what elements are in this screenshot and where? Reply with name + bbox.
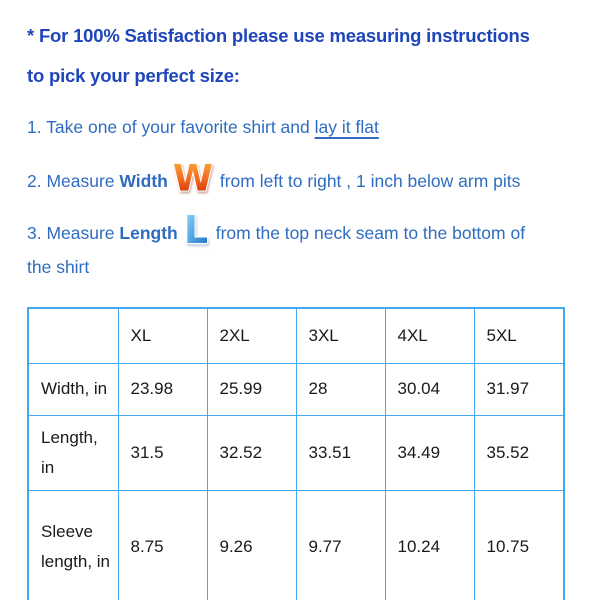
lay-it-flat-underlined-text: lay it flat bbox=[314, 117, 379, 137]
row-label-length: Length, in bbox=[28, 415, 118, 490]
step-3-text: 3. Measure bbox=[27, 223, 120, 243]
size-column-header-5xl: 5XL bbox=[474, 308, 564, 363]
size-column-header-3xl: 3XL bbox=[296, 308, 385, 363]
size-column-header-4xl: 4XL bbox=[385, 308, 474, 363]
table-row-sleeve-length bbox=[28, 490, 564, 600]
instruction-step-2 bbox=[27, 153, 582, 199]
step-3-text-after-icon: from the top neck seam to the bottom of bbox=[215, 223, 526, 243]
length-value-xl: 31.5 bbox=[118, 415, 207, 490]
step-2-text: 2. Measure bbox=[27, 171, 120, 191]
sleeve-value-4xl: 10.24 bbox=[385, 490, 474, 600]
l-letter-icon bbox=[183, 205, 209, 251]
heading-line-1: * For 100% Satisfaction please use measuring instructions bbox=[27, 25, 530, 46]
size-table-header-row bbox=[28, 308, 564, 363]
length-value-3xl: 33.51 bbox=[296, 415, 385, 490]
sleeve-value-xl: 8.75 bbox=[118, 490, 207, 600]
table-row-width bbox=[28, 363, 564, 415]
width-value-5xl: 31.97 bbox=[474, 363, 564, 415]
sleeve-value-2xl: 9.26 bbox=[207, 490, 296, 600]
row-label-width: Width, in bbox=[28, 363, 118, 415]
length-value-4xl: 34.49 bbox=[385, 415, 474, 490]
size-column-header-xl: XL bbox=[118, 308, 207, 363]
width-value-2xl: 25.99 bbox=[207, 363, 296, 415]
step-3-wrapped-line: the shirt bbox=[27, 257, 90, 277]
w-letter-icon bbox=[173, 153, 213, 199]
instruction-step-3 bbox=[27, 205, 582, 283]
svg-text:L: L bbox=[183, 208, 208, 251]
width-value-3xl: 28 bbox=[296, 363, 385, 415]
sleeve-value-3xl: 9.77 bbox=[296, 490, 385, 600]
step-1-text: 1. Take one of your favorite shirt and bbox=[27, 117, 315, 137]
width-value-xl: 23.98 bbox=[118, 363, 207, 415]
table-row-length bbox=[28, 415, 564, 490]
length-value-5xl: 35.52 bbox=[474, 415, 564, 490]
heading-line-2: to pick your perfect size: bbox=[27, 65, 240, 86]
length-value-2xl: 32.52 bbox=[207, 415, 296, 490]
sleeve-value-5xl: 10.75 bbox=[474, 490, 564, 600]
instruction-step-1 bbox=[27, 111, 582, 143]
row-label-sleeve-length: Sleeve length, in bbox=[28, 490, 118, 600]
size-chart-table bbox=[27, 307, 565, 600]
satisfaction-heading bbox=[27, 16, 582, 96]
size-column-header-2xl: 2XL bbox=[207, 308, 296, 363]
width-bold-label: Width bbox=[119, 171, 168, 191]
svg-text:W: W bbox=[172, 156, 213, 199]
step-2-text-after-icon: from left to right , 1 inch below arm pits bbox=[219, 171, 521, 191]
length-bold-label: Length bbox=[119, 223, 178, 243]
size-table-corner-cell bbox=[28, 308, 118, 363]
width-value-4xl: 30.04 bbox=[385, 363, 474, 415]
